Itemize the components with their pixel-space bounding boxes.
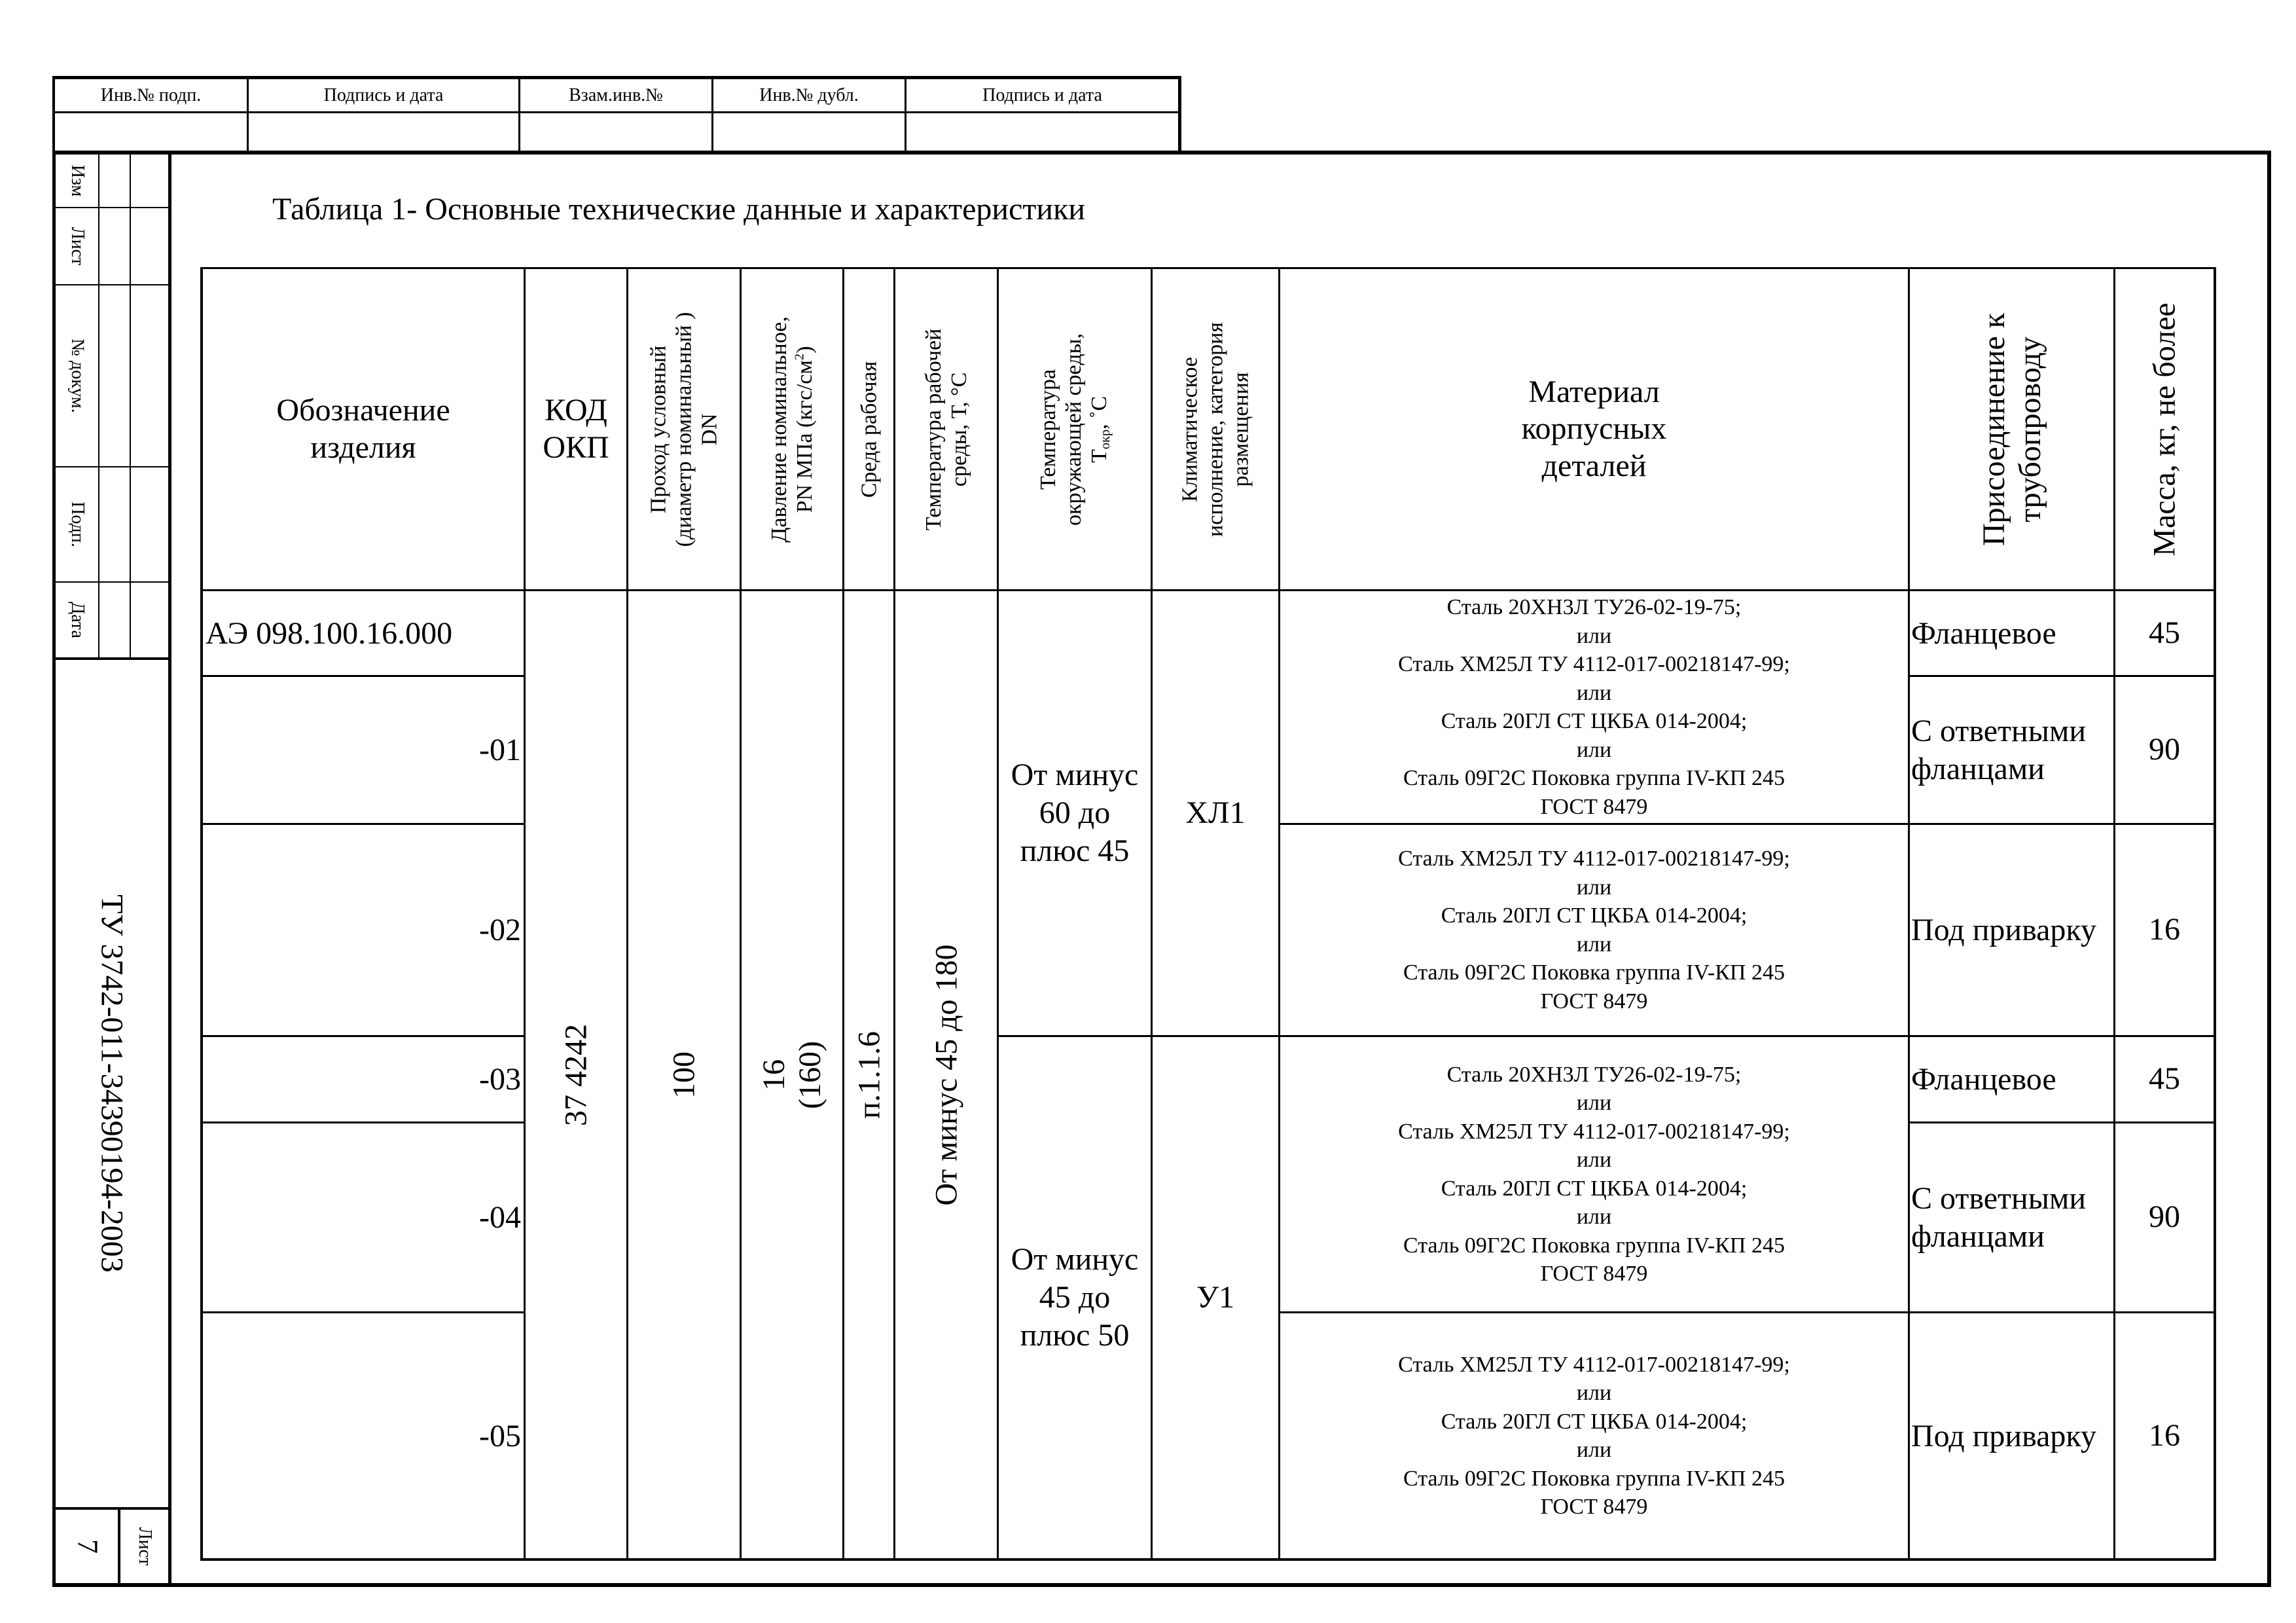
connection-row-4: Фланцевое: [1911, 1062, 2056, 1097]
designation-03: -03: [479, 1062, 521, 1097]
pressure-value: 16 (160): [756, 1040, 827, 1109]
stamp-vzam-inv: Взам.инв.№: [569, 84, 663, 105]
header-dn: Проход условный (диаметр номинальный ) DN: [646, 312, 722, 547]
connection-row-2: С ответными фланцами: [1911, 713, 2087, 786]
stamp-label-dokum: № докум.: [67, 338, 88, 413]
okp-value: 37 4242: [558, 1023, 594, 1126]
stamp-inv-dubl: Инв.№ дубл.: [759, 84, 859, 105]
climate-value-1: ХЛ1: [1185, 795, 1246, 830]
stamp-podpis-data-2: Подпись и дата: [982, 84, 1102, 105]
designation-04: -04: [479, 1200, 521, 1235]
header-material: Материал корпусных деталей: [1521, 374, 1667, 483]
temp-work-value: От минус 45 до 180: [928, 943, 963, 1206]
stamp-label-podp: Подп.: [67, 501, 88, 547]
material-block-3: Сталь 20ХН3Л ТУ26-02-19-75; или Сталь ХМ25Л ТУ 4112-017-00218147-99; или Сталь 20ГЛ СТ ЦКБА 014-2004; или Сталь 09Г2С Поковка группа IV-КП 245 ГОСТ 8479: [1398, 1062, 1790, 1286]
sheet-number: 7: [71, 1539, 103, 1554]
material-block-1: Сталь 20ХН3Л ТУ26-02-19-75; или Сталь ХМ25Л ТУ 4112-017-00218147-99; или Сталь 20ГЛ СТ ЦКБА 014-2004; или Сталь 09Г2С Поковка группа IV-КП 245 ГОСТ 8479: [1398, 595, 1790, 819]
connection-row-5: С ответными фланцами: [1911, 1180, 2087, 1254]
header-connection: Присоединение к трубопроводу: [1976, 312, 2047, 546]
connection-row-1: Фланцевое: [1911, 615, 2056, 651]
temp-env-value-1: От минус 60 до плюс 45: [1011, 757, 1139, 868]
stamp-inv-podp: Инв.№ подп.: [100, 84, 202, 105]
designation-base: АЭ 098.100.16.000: [206, 615, 453, 651]
mass-row-6: 16: [2149, 1417, 2180, 1453]
header-pressure: Давление номинальное, PN МПа $(кгс/см^2)$: [766, 316, 817, 543]
header-medium: Среда рабочая: [856, 361, 881, 498]
mass-row-2: 90: [2149, 732, 2180, 767]
designation-01: -01: [479, 733, 521, 767]
stamp-podpis-data-1: Подпись и дата: [323, 84, 444, 105]
connection-row-6: Под приварку: [1911, 1418, 2097, 1453]
header-mass: Масса, кг, не более: [2147, 302, 2182, 556]
document-code: ТУ 3742-011-34390194-2003: [94, 894, 130, 1273]
header-designation: Обозначение изделия: [276, 392, 450, 465]
climate-value-2: У1: [1196, 1279, 1234, 1315]
medium-value: п.1.1.6: [851, 1030, 886, 1119]
designation-05: -05: [479, 1418, 521, 1453]
header-temp-env: Температура окружающей среды, $Т_{окр}$, ˚С: [1036, 333, 1113, 526]
header-climate: Климатическое исполнение, категория размещения: [1177, 321, 1253, 537]
material-block-2: Сталь ХМ25Л ТУ 4112-017-00218147-99; или Сталь 20ГЛ СТ ЦКБА 014-2004; или Сталь 09Г2С Поковка группа IV-КП 245 ГОСТ 8479: [1398, 847, 1790, 1013]
mass-row-5: 90: [2149, 1199, 2180, 1235]
stamp-label-data: Дата: [67, 602, 88, 638]
sheet-label: Лист: [134, 1527, 155, 1566]
material-block-4: Сталь ХМ25Л ТУ 4112-017-00218147-99; или Сталь 20ГЛ СТ ЦКБА 014-2004; или Сталь 09Г2С Поковка группа IV-КП 245 ГОСТ 8479: [1398, 1352, 1790, 1519]
temp-env-value-2: От минус 45 до плюс 50: [1011, 1242, 1139, 1353]
mass-row-3: 16: [2149, 912, 2180, 947]
header-temp-work: Температура рабочей среды, Т, °С: [921, 328, 971, 530]
designation-02: -02: [479, 913, 521, 947]
mass-row-1: 45: [2149, 615, 2180, 650]
header-okp: КОД ОКП: [543, 392, 609, 465]
stamp-label-list: Лист: [67, 227, 88, 266]
connection-row-3: Под приварку: [1911, 913, 2097, 947]
stamp-label-izm: Изм: [67, 164, 88, 197]
table-caption: Таблица 1- Основные технические данные и характеристики: [272, 192, 1086, 227]
mass-row-4: 45: [2149, 1061, 2180, 1097]
dn-value: 100: [666, 1051, 702, 1099]
